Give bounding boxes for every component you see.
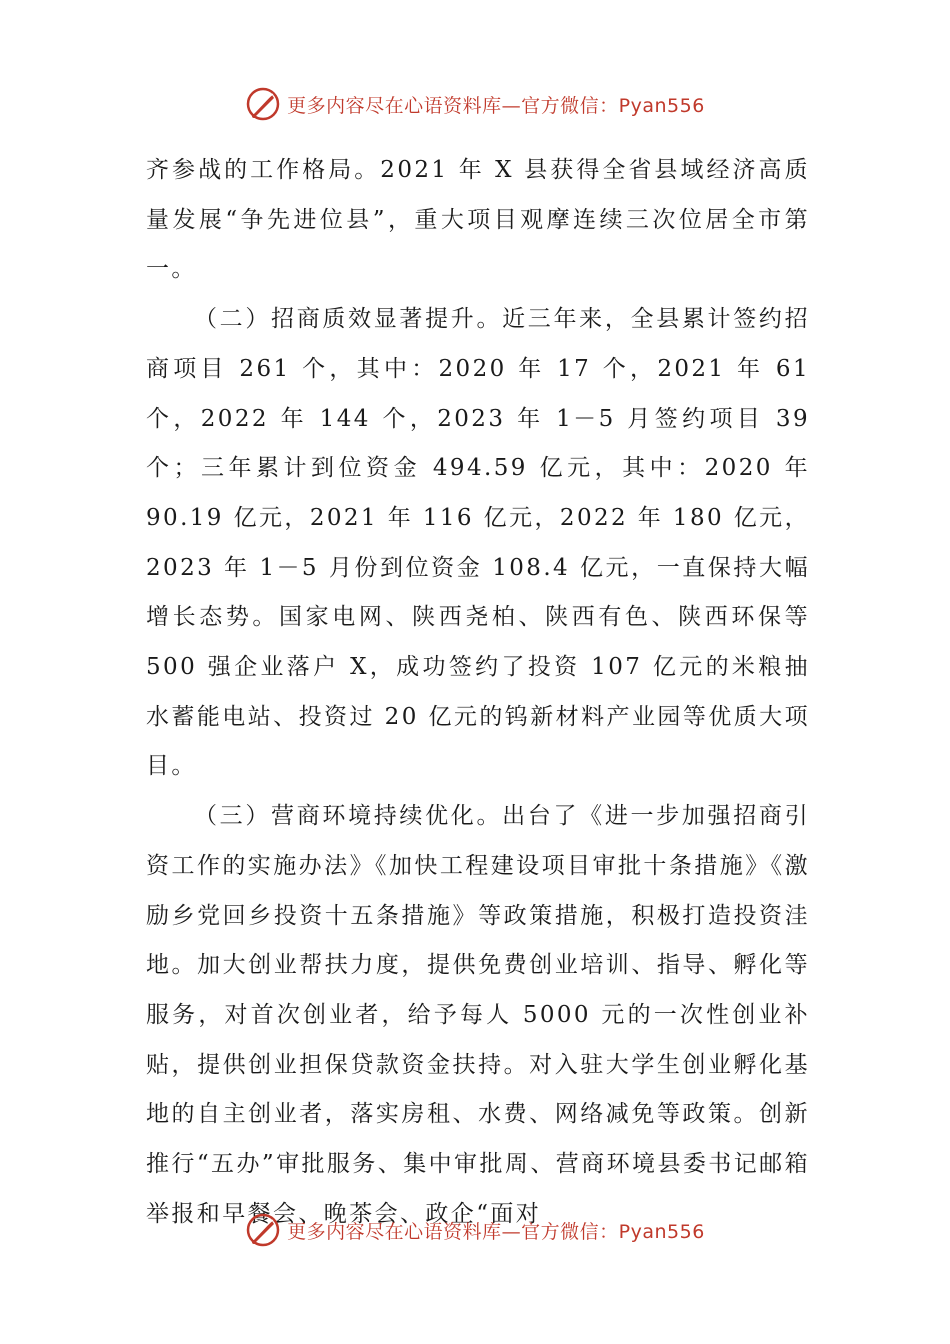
footer-wechat-id: Pyan556 <box>618 1220 705 1243</box>
header-wechat-id: Pyan556 <box>618 94 705 117</box>
header-banner-label: 更多内容尽在心语资料库—官方微信： <box>287 94 619 117</box>
footer-banner-label: 更多内容尽在心语资料库—官方微信： <box>287 1220 619 1243</box>
paragraph-business-environment: （三）营商环境持续优化。出台了《进一步加强招商引资工作的实施办法》《加快工程建设项目审批十条措施》《激励乡党回乡投资十五条措施》等政策措施，积极打造投资洼地。加大创业帮扶力度，提供免费创业培训、指导、孵化等服务，对首次创业者，给予每人 5000 元的一次性创业补贴，提供创业担保贷款资金扶持。对入驻大学生创业孵化基地的自主创业者，落实房租、水费、网络减免等政策。创新推行“五办”审批服务、集中审批周、营商环境县委书记邮箱举报和早餐会、晚茶会、政企“面对 <box>146 803 810 1227</box>
document-body <box>146 146 810 1239</box>
footer-banner-text <box>287 1217 705 1244</box>
header-banner-text <box>287 91 705 118</box>
paragraph-continuation: 齐参战的工作格局。2021 年 X 县获得全省县域经济高质量发展“争先进位县”，重大项目观摩连续三次位居全市第一。 <box>146 157 810 283</box>
quill-logo-icon <box>245 1212 281 1248</box>
footer-watermark-banner <box>0 1208 950 1252</box>
header-watermark-banner <box>0 82 950 126</box>
quill-logo-icon <box>245 86 281 122</box>
paragraph-investment-quality: （二）招商质效显著提升。近三年来，全县累计签约招商项目 261 个，其中：2020 年 17 个，2021 年 61 个，2022 年 144 个，2023 年 1－5 月签约项目 39 个；三年累计到位资金 494.59 亿元，其中：2020 年 90.19 亿元，2021 年 116 亿元，2022 年 180 亿元，2023 年 1－5 月份到位资金 108.4 亿元，一直保持大幅增长态势。国家电网、陕西尧柏、陕西有色、陕西环保等 500 强企业落户 X，成功签约了投资 107 亿元的米粮抽水蓄能电站、投资过 20 亿元的钨新材料产业园等优质大项目。 <box>146 306 810 780</box>
